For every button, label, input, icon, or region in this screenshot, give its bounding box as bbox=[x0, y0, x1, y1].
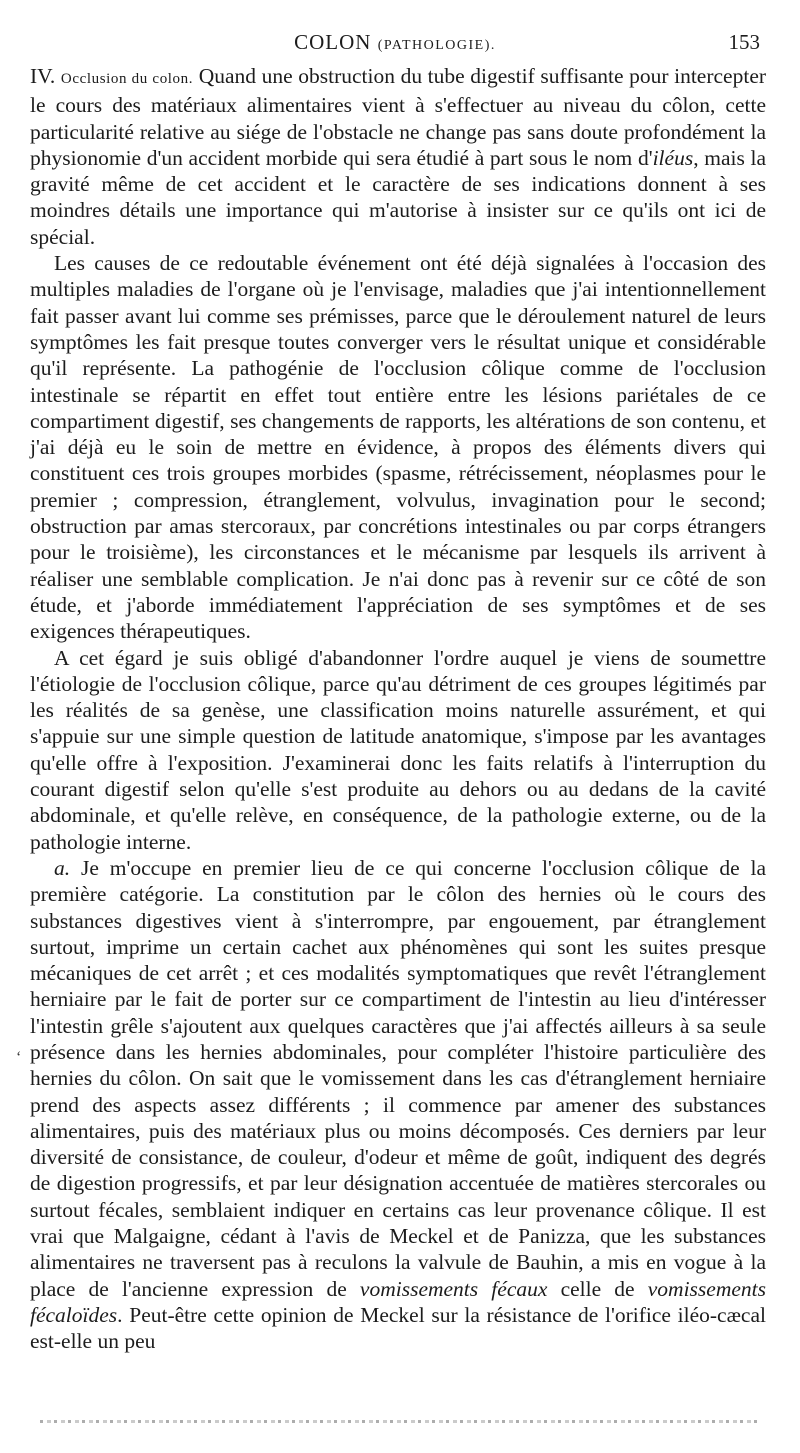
running-title-paren: (PATHOLOGIE). bbox=[377, 38, 496, 53]
body-text bbox=[30, 63, 766, 1355]
paragraph-4-marker: a. bbox=[54, 855, 71, 880]
paragraph-4-end: . Peut-être cette opinion de Meckel sur la résistance de l'orifice iléo-cæcal est-elle un peu bbox=[30, 1302, 766, 1354]
running-head bbox=[30, 30, 760, 56]
paragraph-1 bbox=[30, 63, 766, 250]
page-number: 153 bbox=[728, 30, 760, 54]
paragraph-1-end: , mais la gravité même de cet accident et le caractère de ses indications donnent à ses moindres détails une importance qui m'autorise à insister sur ce qu'ils ont ici de spécial. bbox=[30, 145, 767, 249]
margin-mark: ‘ bbox=[16, 1049, 22, 1066]
running-title-main: COLON bbox=[294, 30, 372, 54]
footer-scan-artifact bbox=[40, 1420, 760, 1423]
running-title bbox=[30, 30, 760, 55]
paragraph-4 bbox=[30, 855, 766, 1355]
term-vomissements-fecaux: vomissements fécaux bbox=[359, 1276, 548, 1301]
paragraph-3: A cet égard je suis obligé d'abandonner l'ordre auquel je viens de soumettre l'étiologie de l'occlusion côlique, parce qu'au détriment de ces groupes légitimés par les réalités de sa genèse, une classification moins naturelle assurément, et qui s'appuie sur une simple question de latitude anatomique, s'impose par les avantages qu'elle offre à l'exposition. J'examinerai donc les faits relatifs à l'interruption du courant digestif selon qu'elle s'est produite au dehors ou au dedans de la cavité abdominale, et qu'elle relève, en conséquence, de la pathologie externe, ou de la pathologie interne. bbox=[30, 645, 766, 854]
paragraph-4-text: Je m'occupe en premier lieu de ce qui concerne l'occlusion côlique de la première catégorie. La constitution par le côlon des hernies où le cours des substances digestives vient à s'interrompre, par engouement, par étranglement surtout, imprime un certain cachet aux phénomènes qui sont les suites presque mécaniques de cet arrêt ; et ces modalités symptomatiques que revêt l'étranglement herniaire par le fait de porter sur ce compartiment de l'intestin au lieu d'intéresser l'intestin grêle s'ajoutent aux quelques caractères que j'ai affectés ailleurs à sa seule présence dans les hernies abdominales, pour compléter l'histoire particulière des hernies du côlon. On sait que le vomissement dans les cas d'étranglement herniaire prend des aspects assez différents ; il commence par amener des substances alimentaires, puis des matériaux plus ou moins décomposés. Ces derniers par leur diversité de consistance, de couleur, d'odeur et même de goût, indiquent des degrés de digestion progressifs, et par leur désignation accentuée de matières stercorales ou surtout fécales, semblaient indiquer en certains cas leur provenance côlique. Il est vrai que Malgaigne, cédant à l'avis de Meckel et de Panizza, que les substances alimentaires ne traversent pas à reculons la valvule de Bauhin, a mis en vogue à la place de l'ancienne expression de bbox=[30, 855, 766, 1301]
section-heading: Occlusion du colon. bbox=[60, 71, 194, 87]
paragraph-1-text: Quand une obstruction du tube digestif suffisante pour intercepter le cours des matériaux alimentaires vient à s'effectuer au niveau du côlon, cette particularité relative au siége de l'obstacle ne change pas sans doute profondément la physionomie d'un accident morbide qui sera étudié à part sous le nom d' bbox=[30, 64, 767, 170]
section-number: IV. bbox=[30, 64, 56, 88]
paragraph-2: Les causes de ce redoutable événement ont été déjà signalées à l'occasion des multiples maladies de l'organe où je l'envisage, maladies que j'ai intentionnellement fait passer avant lui comme ses prémisses, parce que le déroulement naturel de leurs symptômes les fait presque toutes converger vers le résultat unique et considérable qu'il représente. La pathogénie de l'occlusion côlique comme de l'occlusion intestinale se répartit en effet tout entière entre les lésions pariétales de ce compartiment digestif, ses changements de rapports, les altérations de son contenu, et j'ai déjà eu le soin de mettre en évidence, à propos des éléments divers qui constituent ces trois groupes morbides (spasme, rétrécissement, néoplasmes pour le premier ; compression, étranglement, volvulus, invagination pour le second; obstruction par amas stercoraux, par concrétions intestinales ou par corps étrangers pour le troisième), les circonstances et le mécanisme par lesquels ils arrivent à réaliser une semblable complication. Je n'ai donc pas à revenir sur ce côté de son étude, et j'aborde immédiatement l'appréciation de ses symptômes et de ses exigences thérapeutiques. bbox=[30, 251, 766, 644]
paragraph-4-mid: celle de bbox=[547, 1276, 648, 1301]
term-ileus: iléus bbox=[652, 145, 694, 170]
term-vomissements-fecaloides: vomissements fécaloïdes bbox=[30, 1276, 766, 1327]
